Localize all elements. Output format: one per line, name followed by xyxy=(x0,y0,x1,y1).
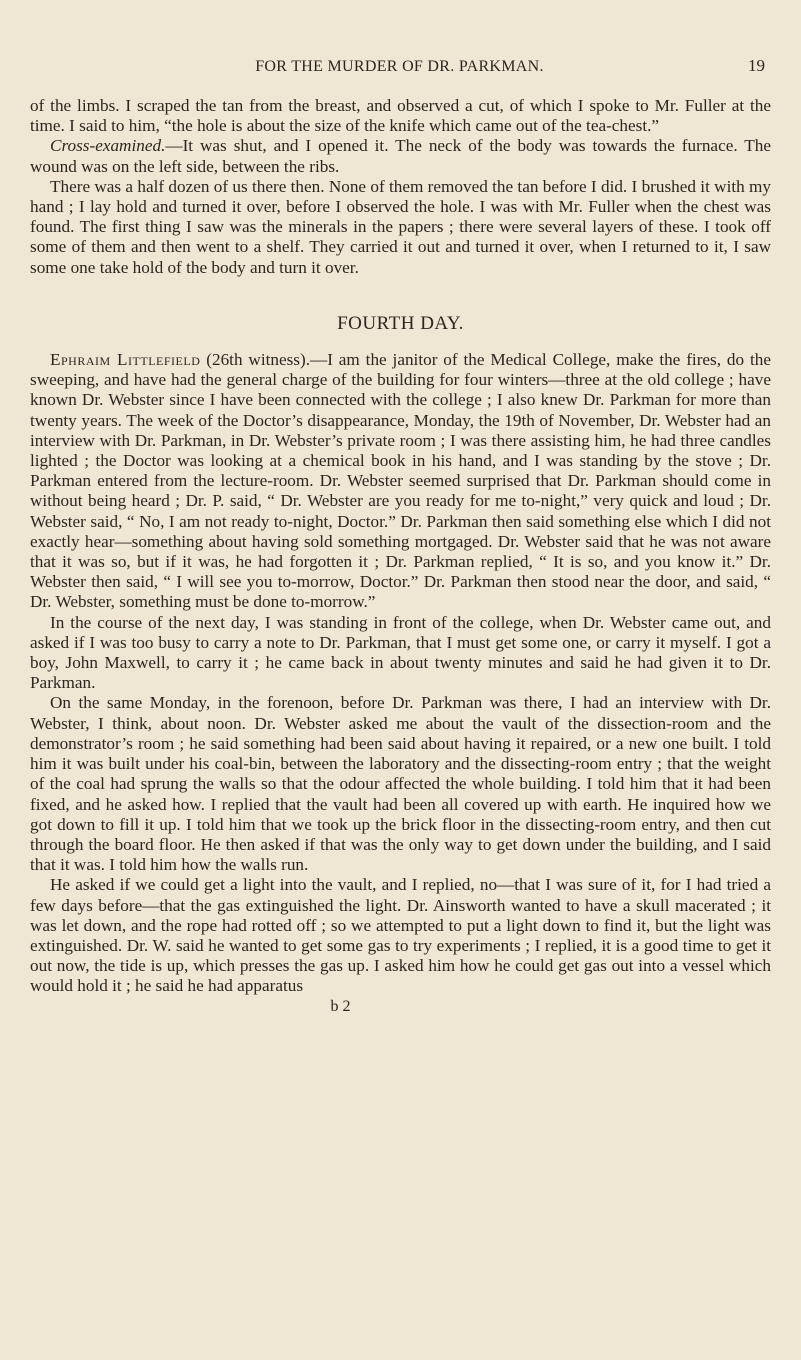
running-head xyxy=(30,56,769,78)
body-text xyxy=(30,96,771,1017)
paragraph-continuation: of the limbs. I scraped the tan from the breast, and observed a cut, of which I spoke to Mr. Fuller at the time. I said to him, “the hole is about the size of the knife which came out of the tea-chest.” xyxy=(30,96,771,136)
paragraph-cross-examined xyxy=(30,136,771,176)
paragraph-vault: On the same Monday, in the forenoon, before Dr. Parkman was there, I had an interview with Dr. Webster, I think, about noon. Dr. Webster asked me about the vault of the dissection-room and the demonstrator’s room ; he said something had been said about having it repaired, or a new one built. I told him it was built under his coal-bin, between the laboratory and the dissecting-room entry ; that the weight of the coal had sprung the walls so that the odour affected the whole building. I told him that it had been fixed, and he asked how. I replied that the vault had been all covered up with earth. He inquired how we got down to fill it up. I told him that we took up the brick floor in the dissecting-room entry, and then cut through the board floor. He then asked if that was the only way to get down under the building, and I said that it was. I told him how the walls run. xyxy=(30,693,771,875)
paragraph-next-day: In the course of the next day, I was standing in front of the college, when Dr. Webster came out, and asked if I was too busy to carry a note to Dr. Parkman, that I must get some one, or carry it myself. I got a boy, John Maxwell, to carry it ; he came back in about twenty minutes and said he had given it to Dr. Parkman. xyxy=(30,612,771,693)
paragraph-gas: He asked if we could get a light into the vault, and I replied, no—that I was sure of it, for I had tried a few days before—that the gas extinguished the light. Dr. Ainsworth wanted to have a skull macerated ; it was let down, and the rope had rotted off ; so we attempted to put a light down to find it, but the light was extinguished. Dr. W. said he wanted to get some gas to try experiments ; I replied, it is a good time to get it out now, the tide is up, which presses the gas up. I asked him how he could get gas out into a vessel which would hold it ; he said he had apparatus xyxy=(30,875,771,996)
running-title: FOR THE MURDER OF DR. PARKMAN. xyxy=(255,58,544,75)
cross-examined-label: Cross-examined. xyxy=(50,136,166,156)
paragraph-testimony-end: There was a half dozen of us there then. None of them removed the tan before I did. I brushed it with my hand ; I lay hold and turned it over, before I observed the hole. I was with Mr. Fuller when the chest was found. The first thing I saw was the minerals in the papers ; there were several layers of these. I took off some of them and then went to a shelf. They carried it out and turned it over, when I returned to it, I saw some one take hold of the body and turn it over. xyxy=(30,176,771,277)
witness-name: Ephraim Littlefield xyxy=(50,350,201,370)
witness-testimony: (26th witness).—I am the janitor of the Medical College, make the fires, do the sweeping, and have had the general charge of the building for four winters—three at the old college ; have known Dr. Webster since I have been connected with the college ; I also knew Dr. Parkman for more than twenty years. The week of the Doctor’s disappearance, Monday, the 19th of November, Dr. Webster had an interview with Dr. Parkman, in Dr. Webster’s private room ; I was there assisting him, he had three candles lighted ; the Doctor was looking at a chemical book in his hand, and I was standing by the stove ; Dr. Parkman entered from the lecture-room. Dr. Webster seemed surprised that Dr. Parkman should come in without being heard ; Dr. P. said, “ Dr. Webster are you ready for me to-night,” very quick and loud ; Dr. Webster said, “ No, I am not ready to-night, Doctor.” Dr. Parkman then said something else which I did not exactly hear—something about having sold something mortgaged. Dr. Webster said that he was not aware that it was so, but if it was, he had forgotten it ; Dr. Parkman replied, “ It is so, and you know it.” Dr. Webster then said, “ I will see you to-morrow, Doctor.” Dr. Parkman then stood near the door, and said, “ Dr. Webster, something must be done to-morrow.” xyxy=(30,350,771,612)
section-heading: FOURTH DAY. xyxy=(337,312,464,334)
page-number: 19 xyxy=(748,56,765,75)
cross-examined-text: —It was shut, and I opened it. The neck of the body was towards the furnace. The wound was on the left side, between the ribs. xyxy=(30,136,771,176)
paragraph-witness-littlefield xyxy=(30,350,771,613)
signature-mark: b 2 xyxy=(330,997,351,1015)
